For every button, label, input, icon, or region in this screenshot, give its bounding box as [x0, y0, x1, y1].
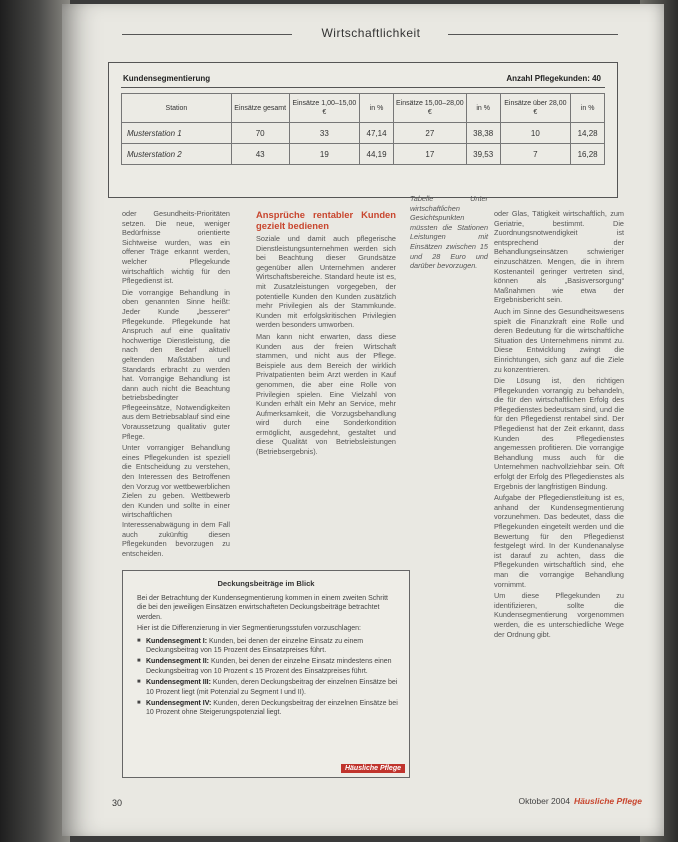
table-cell: 43 — [231, 144, 289, 165]
table-cell: 33 — [289, 123, 360, 144]
list-item — [137, 657, 399, 676]
paragraph: Die vorrangige Behandlung in oben genannten Sinne heißt: Jeder Kunde „besserer“ Pflegekunde. Pflegekunde hat Anspruch auf eine qualitativ hochwertige Dienstleistung, die nach den Bedarf aktuell geltenden Maßstäben und Standards erbracht zu werden hat. Vorrangige Behandlung ist dann auch nicht die Beachtung betriebsbedingter Pflegeeinsätze, Notwendigkeiten aus dem Betriebsablauf sind eine Voraussetzung qualitativ guter Pflege. — [122, 287, 230, 441]
segmentation-table — [121, 93, 605, 165]
header-rule-right — [448, 34, 618, 35]
list-item — [137, 637, 399, 656]
col-header-station: Station — [122, 94, 232, 123]
list-item — [137, 678, 399, 697]
table-cell: 27 — [393, 123, 466, 144]
segment-text: Kunden, bei denen der einzelne Einsatz mindestens einen Deckungsbeitrag von 10 Prozent ≤ 15 Prozent des Einsatzpreises führt. — [146, 658, 392, 675]
table-cell: 70 — [231, 123, 289, 144]
book-spine-shadow — [0, 0, 70, 842]
segmentation-table-box — [108, 62, 618, 198]
table-cell: 47,14 — [360, 123, 394, 144]
info-box-title: Deckungsbeiträge im Blick — [217, 579, 315, 588]
info-box-intro-2: Hier ist die Differenzierung in vier Segmentierungsstufen vorzuschlagen: — [137, 625, 361, 633]
table-cell: 39,53 — [466, 144, 500, 165]
header-rule-left — [122, 34, 292, 35]
col-header-range2: Einsätze 15,00–28,00 € — [393, 94, 466, 123]
segment-label: Kundensegment II: — [146, 658, 210, 666]
table-cell: 19 — [289, 144, 360, 165]
paragraph: Unter vorrangiger Behandlung eines Pflegekunden ist speziell die Entscheidung zu verstehen, den Interessen des Betroffenen den Vorzug vor wettbewerblichen Zielen zu geben. Wettbewerb den Kunden und sollte in einer wirtschaftlichen Interessenabwägung in dem Fall auch zukünftig diesen Pflegekunden bevorzugen zu entscheiden. — [122, 443, 230, 558]
segment-text: Kunden, deren Deckungsbeitrag der einzelnen Einsätze bei 10 Prozent liegt (mit Potenzial zu Segment I und II). — [146, 679, 398, 696]
paragraph: Soziale und damit auch pflegerische Dienstleistungsunternehmen werden sich bei Beachtung dieser Grundsätze gegenüber allen Unternehmen anderer Wirtschaftsbereiche. Standard heute ist es, mit Zusatzleistungen vorgegeben, der potentielle Kunden den Kunden zusätzlich mehr Privilegien als der Stammkunde. Kunden mit erfolgskritischen Privilegien werden besonders umworben. — [256, 234, 396, 330]
list-item — [137, 699, 399, 718]
page-header — [122, 24, 618, 44]
paragraph: Man kann nicht erwarten, dass diese Kunden aus der freien Wirtschaft stammen, und nicht aus der Pflege. Beispiele aus dem Bereich der wirklich Privatpatienten beim Arzt werden in Kauf genommen, die aber eine Rolle von Privilegien spielen. Eine Vielzahl von Kunden erhält ein Mehr an Service, mehr Aufmerksamkeit, die Vorzugsbehandlung wird durch eine Sonderkondition ermöglicht, ausgedehnt, gestaltet und diese Qualität von Betriebsleistungen (Betriebsergebnis). — [256, 331, 396, 457]
segment-label: Kundensegment IV: — [146, 700, 212, 708]
issue-date: Oktober 2004 — [518, 796, 570, 806]
paragraph: oder Gesundheits-Prioritäten setzen. Die neue, weniger Bedürfnisse orientierte Sichtweise wurden, was ein offener Träge erkannt werden, welcher Pflegekunde wirtschaftlich wichtig für den Pflegedienst ist. — [122, 209, 230, 286]
paragraph: Auch im Sinne des Gesundheitswesens spielt die Finanzkraft eine Rolle und deren Bedeutung für die wirtschaftliche Situation des Unternehmens nimmt zu. Diese Entwicklung zwingt die Einrichtungen, sich ganz auf die Ziele zu konzentrieren. — [494, 306, 624, 374]
segment-text: Kunden, deren Deckungsbeitrag der einzelnen Einsätze bei 10 Prozent ohne Steigerungspotenzial liegt. — [146, 700, 398, 717]
paragraph: Um diese Pflegekunden zu identifizieren, sollte die Kundensegmentierung vorgenommen werden, die es unterschiedliche Wege der Ordnung gibt. — [494, 591, 624, 639]
col-header-range3: Einsätze über 28,00 € — [500, 94, 571, 123]
table-cell: 10 — [500, 123, 571, 144]
col-header-total: Einsätze gesamt — [231, 94, 289, 123]
segment-text: Kunden, bei denen der einzelne Einsatz zu einem Deckungsbeitrag von 15 Prozent des Einsatzpreises führt. — [146, 637, 364, 655]
table-caption: Tabelle Unter wirtschaftlichen Gesichtspunkten müssten die Stationen Leistungen mit Einsätzen zwischen 15 und 28 Euro und darüber bevorzugen. — [410, 194, 488, 271]
info-box-intro: Bei der Betrachtung der Kundensegmentierung kommen in einem zweiten Schritt die bei den jeweiligen Einsätzen erwirtschafteten Deckungsbeiträge betrachtet werden. — [137, 595, 388, 621]
col-header-pct2: in % — [466, 94, 500, 123]
table-heading — [121, 71, 605, 88]
info-box — [122, 570, 410, 778]
paragraph: Die Lösung ist, den richtigen Pflegekunden vorrangig zu behandeln, die für den wirtschaftlichen Erfolg des Pflegedienstes bedeutsam sind, und die für den Pflegedienst rentabel sind. Der Pflegedienst hat der Zeit erkannt, dass Kunden des Pflegedienstes angemessen profitieren. Die vorrangige Behandlung muss auch für die Unternehmen nachvollziehbar sein. Oft erfolgt der Erfolg des Pflegedienstes als Ergebnis der langfristigen Bindung. — [494, 376, 624, 491]
page-footer — [518, 796, 642, 806]
table-header-row — [122, 94, 605, 123]
table-title: Kundensegmentierung — [123, 74, 211, 83]
section-title: Wirtschaftlichkeit — [321, 26, 421, 40]
table-cell: 38,38 — [466, 123, 500, 144]
magazine-brand: Häusliche Pflege — [573, 796, 642, 806]
paragraph: oder Glas, Tätigkeit wirtschaftlich, zum Geriatrie, bestimmt. Die Zuordnungsnotwendigkeit ist entsprechend der Behandlungseinsätzen schwieriger einzuschätzen. Mengen, die in ihrem Kostenanteil geringer vertreten sind, können als „Basisversorgung“ Maßnahmen wie etwa der Ergebnisbericht sein. — [494, 209, 624, 305]
table-cell: 16,28 — [571, 144, 605, 165]
col-header-pct1: in % — [360, 94, 394, 123]
magazine-page — [62, 4, 664, 836]
page-number: 30 — [112, 798, 123, 808]
segment-label: Kundensegment I: — [146, 637, 208, 645]
subheading: Ansprüche rentabler Kunden gezielt bedienen — [256, 209, 396, 231]
table-cell: Musterstation 2 — [122, 144, 232, 165]
customer-count: Anzahl Pflegekunden: 40 — [506, 74, 601, 83]
table-row — [122, 144, 605, 165]
segment-label: Kundensegment III: — [146, 679, 211, 687]
table-row — [122, 123, 605, 144]
info-box-brand-tag: Häusliche Pflege — [341, 764, 405, 773]
col-header-range1: Einsätze 1,00–15,00 € — [289, 94, 360, 123]
text-column-4 — [494, 209, 624, 641]
table-cell: 14,28 — [571, 123, 605, 144]
text-column-2 — [256, 209, 396, 459]
col-header-pct3: in % — [571, 94, 605, 123]
table-cell: 7 — [500, 144, 571, 165]
text-column-1 — [122, 209, 230, 560]
table-cell: 17 — [393, 144, 466, 165]
paragraph: Aufgabe der Pflegedienstleitung ist es, anhand der Kundensegmentierung vorzunehmen. Das bedeutet, dass die Pflegekunden eingeteilt werden und die Bewertung für den Pflegedienst festgelegt wird. In der Kundenanalyse ist darauf zu achten, dass die Pflegekunden wirtschaftlich sind, ehe man die vorrangige Behandlung vornimmt. — [494, 493, 624, 589]
table-cell: 44,19 — [360, 144, 394, 165]
segment-list — [137, 637, 399, 718]
table-cell: Musterstation 1 — [122, 123, 232, 144]
